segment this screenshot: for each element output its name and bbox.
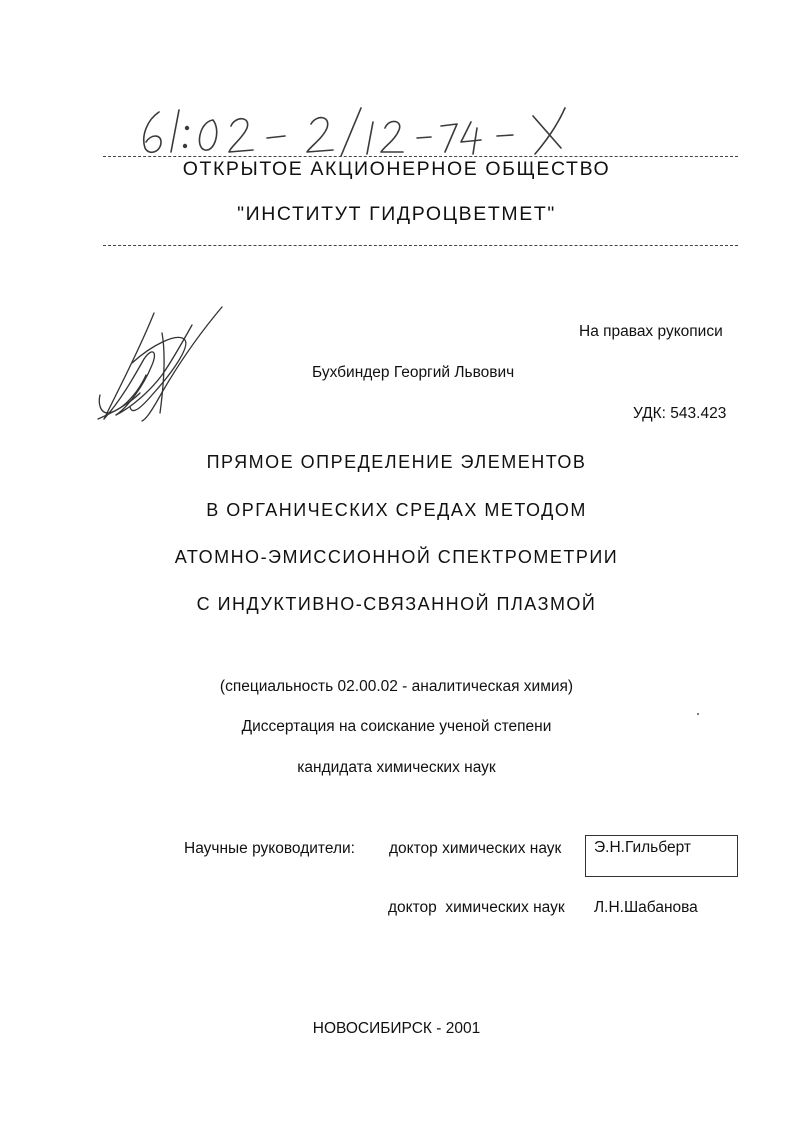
supervisor-1-degree: доктор химических наук (389, 840, 562, 857)
handwritten-archive-code (135, 100, 595, 160)
city-year: НОВОСИБИРСК - 2001 (312, 1020, 481, 1037)
supervisor-2-name: Л.Н.Шабанова (594, 899, 698, 916)
scan-speck (697, 713, 699, 715)
specialty: (специальность 02.00.02 - аналитическая химия) (219, 678, 574, 695)
organization-line-2: "ИНСТИТУТ ГИДРОЦВЕТМЕТ" (237, 203, 556, 225)
author-name: Бухбиндер Георгий Львович (312, 364, 515, 381)
supervisor-2-degree: доктор химических наук (388, 899, 565, 916)
title-line-2: В ОРГАНИЧЕСКИХ СРЕДАХ МЕТОДОМ (206, 500, 587, 520)
supervisors-label: Научные руководители: (184, 840, 355, 857)
supervisor-1-name-box (585, 835, 738, 877)
degree-line-2: кандидата химических наук (297, 759, 496, 776)
title-line-4: С ИНДУКТИВНО-СВЯЗАННОЙ ПЛАЗМОЙ (196, 594, 597, 614)
manuscript-note: На правах рукописи (579, 323, 723, 340)
header-divider-bottom (103, 245, 738, 246)
title-line-3: АТОМНО-ЭМИССИОННОЙ СПЕКТРОМЕТРИИ (174, 547, 619, 567)
header-divider-top (103, 156, 738, 157)
supervisor-1-name: Э.Н.Гильберт (594, 839, 691, 856)
organization-line-1: ОТКРЫТОЕ АКЦИОНЕРНОЕ ОБЩЕСТВО (182, 158, 611, 180)
title-line-1: ПРЯМОЕ ОПРЕДЕЛЕНИЕ ЭЛЕМЕНТОВ (206, 452, 587, 472)
udc-code: УДК: 543.423 (633, 405, 727, 422)
degree-line-1: Диссертация на соискание ученой степени (241, 718, 552, 735)
author-signature (92, 303, 232, 428)
